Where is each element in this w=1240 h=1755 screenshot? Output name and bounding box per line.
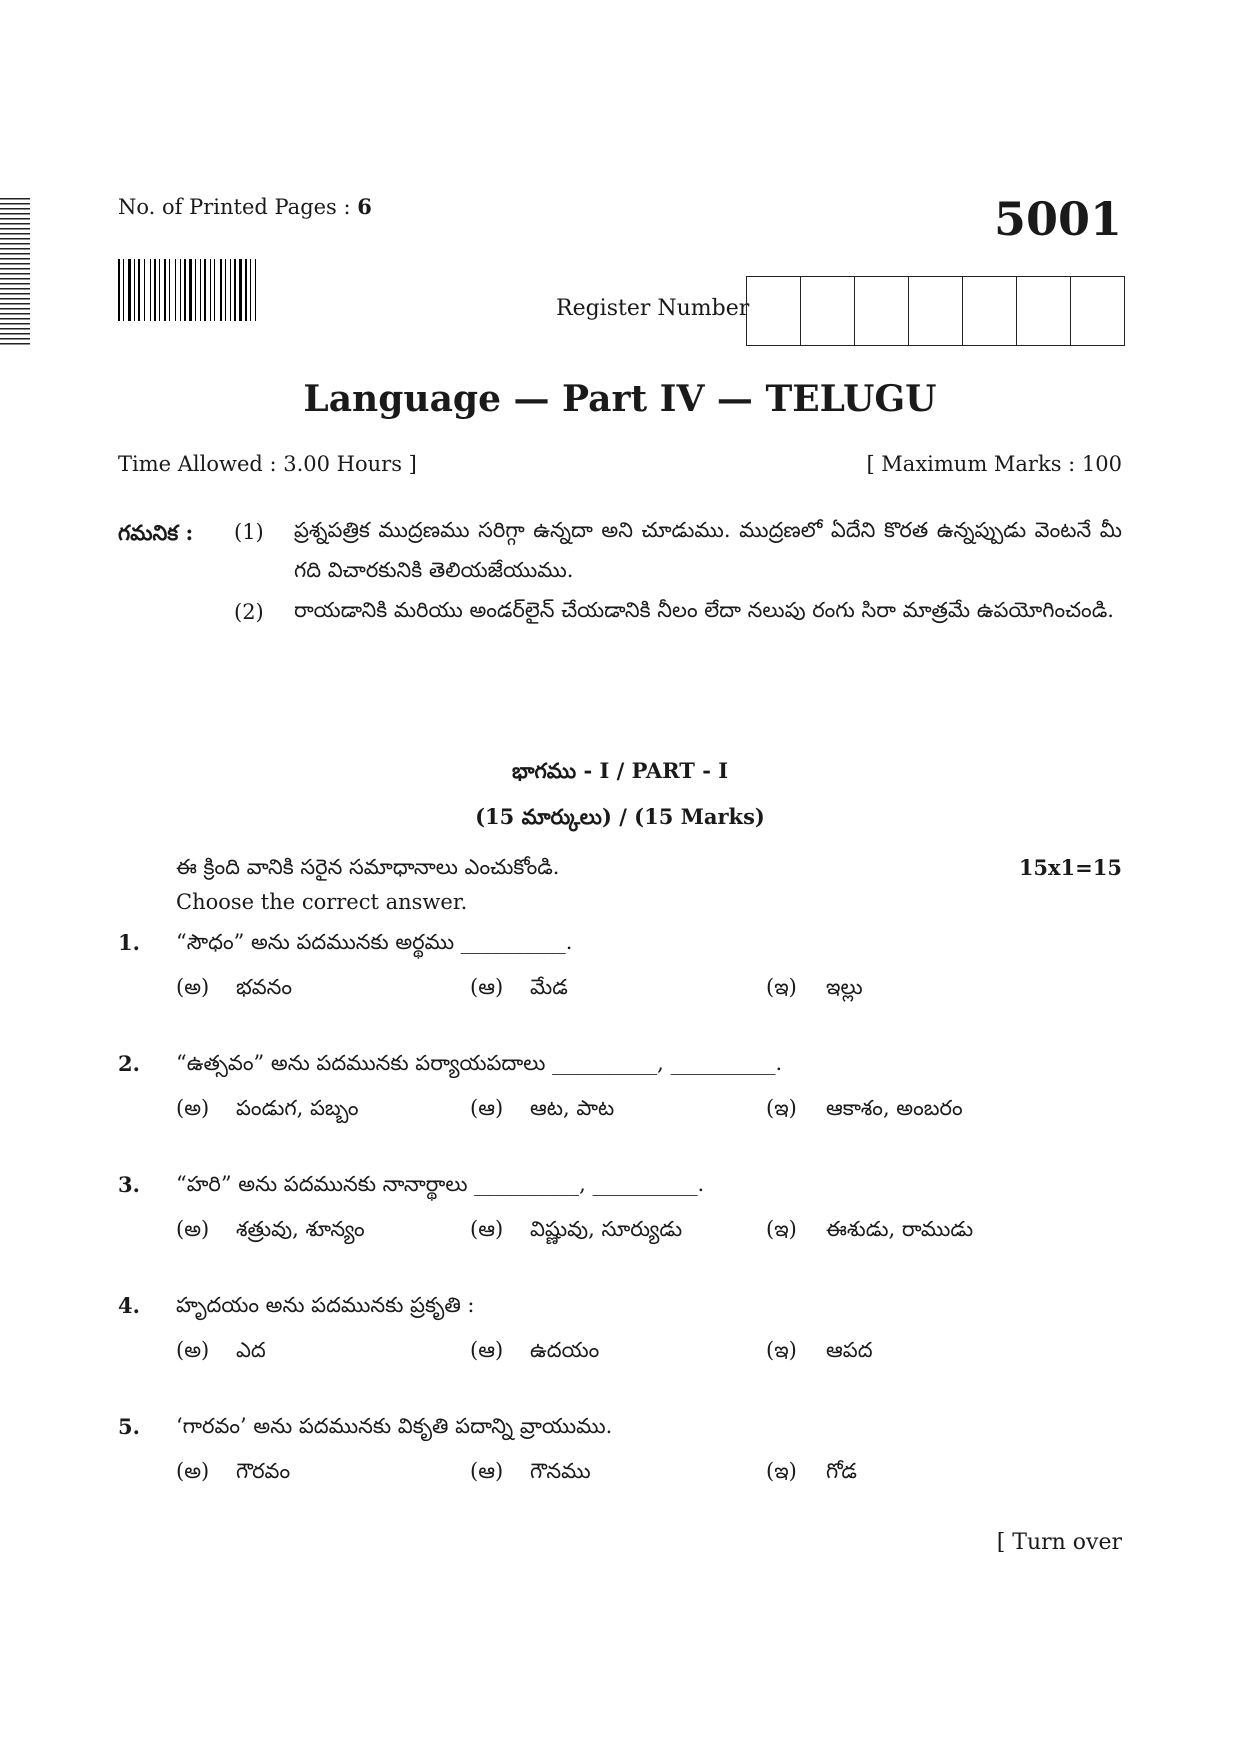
option-text: ఎద <box>236 1338 266 1362</box>
option-text: గోడ <box>826 1459 857 1483</box>
option-label: (ఇ) <box>766 1096 797 1120</box>
option-label: (అ) <box>176 1459 210 1483</box>
option-text: మేడ <box>530 975 568 999</box>
register-number-label: Register Number <box>556 296 750 321</box>
section-total-marks: 15x1=15 <box>1018 855 1122 880</box>
option-label: (ఆ) <box>470 1217 504 1241</box>
section-marks: (15 మార్కులు) / (15 Marks) <box>475 804 765 829</box>
option-text: ఈశుడు, రాముడు <box>826 1217 974 1241</box>
question-number: 1. <box>118 930 140 955</box>
option-label: (ఇ) <box>766 1338 797 1362</box>
question-number: 3. <box>118 1172 140 1197</box>
option-text: ఆట, పాట <box>530 1096 615 1120</box>
note-label: గమనిక : <box>118 520 194 545</box>
option-text: పండుగ, పబ్బం <box>236 1096 359 1120</box>
printed-pages-value: 6 <box>357 194 372 219</box>
question-text: హృదయం అను పదమునకు ప్రకృతి : <box>176 1293 475 1317</box>
printed-pages-label: No. of Printed Pages : <box>118 195 351 219</box>
register-digit-box[interactable] <box>963 277 1017 345</box>
question-text: ‘గారవం’ అను పదమునకు వికృతి పదాన్ని వ్రాయుము. <box>176 1414 613 1438</box>
option-text: గౌరవం <box>236 1459 291 1483</box>
question-number: 4. <box>118 1293 140 1318</box>
time-allowed: Time Allowed : 3.00 Hours ] <box>118 452 417 476</box>
option-label: (ఆ) <box>470 1096 504 1120</box>
register-digit-box[interactable] <box>909 277 963 345</box>
register-digit-box[interactable] <box>1017 277 1071 345</box>
barcode <box>118 259 308 321</box>
option-text: విష్ణువు, సూర్యుడు <box>530 1217 683 1241</box>
option-label: (ఇ) <box>766 1217 797 1241</box>
option-text: ఆకాశం, అంబరం <box>826 1096 963 1120</box>
paper-title: Language — Part IV — TELUGU <box>303 378 937 420</box>
question-text: “హరి” అను పదమునకు నానార్థాలు __________, __________. <box>176 1172 705 1196</box>
option-text: గౌనము <box>530 1459 591 1483</box>
question-number: 2. <box>118 1051 140 1076</box>
question-number: 5. <box>118 1414 140 1439</box>
option-label: (ఆ) <box>470 1459 504 1483</box>
question-text: “సౌధం” అను పదమునకు అర్థము __________. <box>176 930 573 954</box>
option-text: ఆపద <box>826 1338 873 1362</box>
instruction-telugu: ఈ క్రింది వానికి సరైన సమాధానాలు ఎంచుకోండి. <box>176 855 560 879</box>
register-digit-box[interactable] <box>801 277 855 345</box>
instruction-english: Choose the correct answer. <box>176 890 468 914</box>
option-label: (ఆ) <box>470 1338 504 1362</box>
turn-over-note: [ Turn over <box>996 1530 1122 1555</box>
option-label: (ఆ) <box>470 975 504 999</box>
question-text: “ఉత్సవం” అను పదమునకు పర్యాయపదాలు __________, __________. <box>176 1051 783 1075</box>
note-number: (1) <box>234 520 264 544</box>
printed-pages <box>118 194 372 219</box>
register-digit-box[interactable] <box>855 277 909 345</box>
option-label: (అ) <box>176 1338 210 1362</box>
option-label: (అ) <box>176 975 210 999</box>
option-label: (ఇ) <box>766 1459 797 1483</box>
option-text: ఉదయం <box>530 1338 600 1362</box>
register-digit-box[interactable] <box>1071 277 1124 345</box>
option-label: (అ) <box>176 1217 210 1241</box>
option-text: ఇల్లు <box>826 975 863 999</box>
section-title: భాగము - I / PART - I <box>511 758 729 783</box>
register-digit-box[interactable] <box>747 277 801 345</box>
note-number: (2) <box>234 600 264 624</box>
note-text: ప్రశ్నపత్రిక ముద్రణము సరిగ్గా ఉన్నదా అని చూడుము. ముద్రణలో ఏదేని కొరత ఉన్నప్పుడు వెంటనే మీ గది విచారకునికి తెలియజేయుము. <box>294 518 1122 582</box>
maximum-marks: [ Maximum Marks : 100 <box>866 452 1122 476</box>
option-label: (ఇ) <box>766 975 797 999</box>
option-text: శత్రువు, శూన్యం <box>236 1217 365 1241</box>
note-text: రాయడానికి మరియు అండర్‌లైన్ చేయడానికి నీలం లేదా నలుపు రంగు సిరా మాత్రమే ఉపయోగించండి. <box>294 598 1114 622</box>
paper-code: 5001 <box>993 192 1122 246</box>
side-edge-marks <box>0 198 30 346</box>
option-label: (అ) <box>176 1096 210 1120</box>
option-text: భవనం <box>236 975 293 999</box>
register-number-boxes[interactable] <box>746 276 1125 346</box>
